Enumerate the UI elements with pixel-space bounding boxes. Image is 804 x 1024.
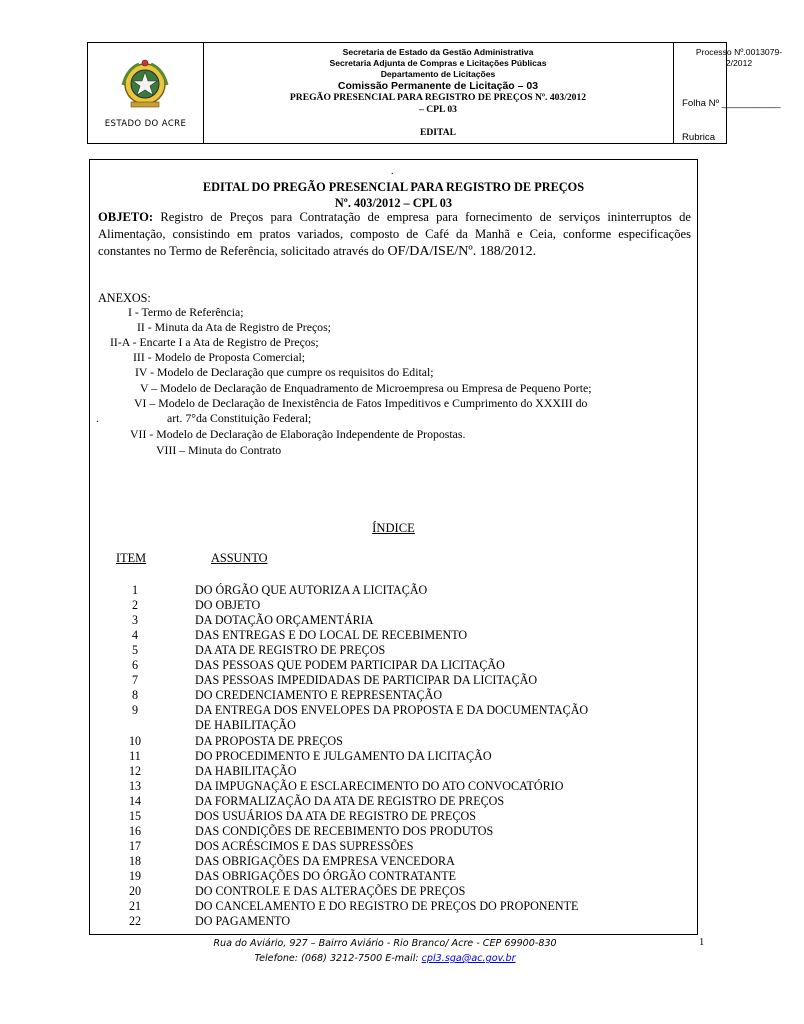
index-item-subject: DA HABILITAÇÃO [195, 763, 297, 778]
index-item-subject: DAS OBRIGAÇÕES DO ÓRGÃO CONTRATANTE [195, 868, 457, 883]
item-column-heading: ITEM [116, 551, 147, 565]
header-logo-cell [88, 43, 204, 143]
index-item-subject: DA IMPUGNAÇÃO E ESCLARECIMENTO DO ATO CONVOCATÓRIO [195, 778, 564, 793]
index-row [90, 914, 699, 929]
index-row [90, 613, 699, 628]
index-item-number: 10 [128, 733, 142, 748]
index-item-number: 17 [128, 838, 142, 853]
footer-address: Rua do Aviário, 927 – Bairro Aviário - Rio Branco/ Acre - CEP 69900-830 [213, 938, 557, 949]
index-row [90, 749, 699, 764]
anexo-item: III - Modelo de Proposta Comercial; [133, 350, 305, 364]
index-item-subject: DOS ACRÉSCIMOS E DAS SUPRESSÕES [195, 838, 414, 853]
anexo-item: II-A - Encarte I a Ata de Registro de Preços; [110, 335, 319, 349]
header-title-cell [203, 43, 674, 143]
index-row [90, 673, 699, 688]
index-item-number: 13 [128, 778, 142, 793]
folha-field: Folha Nº ___________ [682, 98, 781, 109]
index-row [90, 688, 699, 703]
index-row [90, 628, 699, 643]
index-row [90, 718, 699, 733]
process-number-line1: Processo Nº.0013079- [695, 47, 783, 57]
index-item-subject: DA DOTAÇÃO ORÇAMENTÁRIA [195, 613, 374, 628]
index-item-number: 3 [131, 613, 139, 628]
anexo-item: V – Modelo de Declaração de Enquadramento de Microempresa ou Empresa de Pequeno Porte; [140, 381, 592, 395]
header-edital-label: EDITAL [419, 127, 457, 138]
index-row [90, 809, 699, 824]
index-row [90, 794, 699, 809]
state-label: ESTADO DO ACRE [104, 119, 187, 129]
index-item-number: 8 [131, 688, 139, 703]
index-item-subject: DA ENTREGA DOS ENVELOPES DA PROPOSTA E DA DOCUMENTAÇÃO [195, 703, 589, 718]
page-number: 1 [699, 937, 705, 948]
footer-email-link[interactable]: cpl3.sga@ac.gov.br [421, 953, 516, 964]
index-item-number: 11 [129, 748, 141, 763]
header-line-secretaria-adjunta: Secretaria Adjunta de Compras e Licitações Públicas [329, 58, 547, 68]
index-item-subject: DO OBJETO [195, 598, 261, 613]
rubrica-field: Rubrica [682, 132, 716, 143]
index-item-number: 20 [128, 884, 142, 898]
anexo-item: VII - Modelo de Declaração de Elaboração Independente de Propostas. [130, 427, 466, 441]
index-row [90, 899, 699, 914]
anexo-item: VIII – Minuta do Contrato [156, 443, 282, 457]
anexo-side-dot: . [96, 411, 99, 425]
document-body [89, 159, 698, 935]
process-number [674, 47, 804, 69]
index-item-number: 21 [128, 899, 142, 914]
index-item-subject: DOS USUÁRIOS DA ATA DE REGISTRO DE PREÇOS [195, 808, 476, 823]
index-item-subject: DA ATA DE REGISTRO DE PREÇOS [195, 643, 386, 658]
objeto-label: OBJETO: [98, 210, 154, 224]
objeto-paragraph [98, 209, 691, 260]
index-row [90, 583, 699, 598]
index-item-number: 12 [128, 763, 142, 778]
anexo-item: II - Minuta da Ata de Registro de Preços; [137, 320, 331, 334]
index-item-subject: DAS PESSOAS QUE PODEM PARTICIPAR DA LICITAÇÃO [195, 658, 505, 673]
index-item-number: 19 [128, 868, 142, 883]
index-item-subject: DA FORMALIZAÇÃO DA ATA DE REGISTRO DE PREÇOS [195, 793, 505, 808]
index-item-subject: DO CANCELAMENTO E DO REGISTRO DE PREÇOS DO PROPONENTE [195, 899, 579, 914]
index-item-number: 1 [131, 583, 139, 597]
header-process-cell [674, 43, 783, 143]
anexo-item: VI – Modelo de Declaração de Inexistência de Fatos Impeditivos e Cumprimento do XXXIII do [134, 396, 588, 410]
header-line-secretaria: Secretaria de Estado da Gestão Administrativa [342, 47, 534, 57]
assunto-column-heading: ASSUNTO [211, 551, 268, 565]
index-item-subject: DAS OBRIGAÇÕES DA EMPRESA VENCEDORA [195, 853, 455, 868]
index-item-subject: DO ÓRGÃO QUE AUTORIZA A LICITAÇÃO [195, 583, 428, 597]
index-item-subject: DO PROCEDIMENTO E JULGAMENTO DA LICITAÇÃO [195, 748, 492, 763]
index-row [90, 764, 699, 779]
footer-contact [0, 953, 770, 964]
state-coat-of-arms-icon [117, 55, 173, 111]
objeto-text: Registro de Preços para Contratação de empresa para fornecimento de serviços ininterruptos de Alimentação, consistindo em pratos variados, composto de Café da Manhã e Ceia, conforme especificações constantes no Termo de Referência, solicitado através do [98, 210, 691, 258]
index-item-subject: DO CONTROLE E DAS ALTERAÇÕES DE PREÇOS [195, 884, 466, 898]
index-row [90, 839, 699, 854]
anexo-item: IV - Modelo de Declaração que cumpre os requisitos do Edital; [135, 365, 434, 379]
edital-number: Nº. 403/2012 – CPL 03 [334, 196, 453, 210]
index-row [90, 779, 699, 794]
index-item-subject: DA PROPOSTA DE PREÇOS [195, 733, 343, 748]
index-item-number: 4 [131, 628, 139, 643]
index-item-number: 9 [131, 703, 139, 718]
header-line-comissao: Comissão Permanente de Licitação – 03 [337, 80, 539, 92]
header-line-departamento: Departamento de Licitações [380, 69, 496, 79]
anexos-heading: ANEXOS: [98, 291, 151, 305]
index-item-number: 18 [128, 853, 142, 868]
index-row [90, 658, 699, 673]
footer-phone: Telefone: (068) 3212-7500 E-mail: [254, 953, 422, 964]
index-row [90, 824, 699, 839]
index-item-number: 22 [128, 914, 142, 929]
edital-title: EDITAL DO PREGÃO PRESENCIAL PARA REGISTRO DE PREÇOS [202, 180, 585, 194]
index-item-number: 2 [131, 598, 139, 613]
index-item-number: 5 [131, 643, 139, 658]
objeto-reference: OF/DA/ISE/Nº. 188/2012. [387, 244, 537, 259]
index-item-number: 15 [128, 808, 142, 823]
index-row [90, 884, 699, 899]
header-line-pregao: PREGÃO PRESENCIAL PARA REGISTRO DE PREÇOS Nº. 403/2012 [289, 92, 587, 103]
index-row [90, 854, 699, 869]
index-item-subject: DO CREDENCIAMENTO E REPRESENTAÇÃO [195, 688, 443, 703]
index-item-subject: DAS CONDIÇÕES DE RECEBIMENTO DOS PRODUTOS [195, 823, 494, 838]
process-number-line2: 2/2012 [725, 58, 753, 68]
index-item-number: 6 [131, 658, 139, 673]
top-dot: . [391, 166, 394, 177]
index-row [90, 703, 699, 718]
index-row [90, 869, 699, 884]
index-row [90, 598, 699, 613]
index-item-subject: DE HABILITAÇÃO [195, 718, 296, 733]
index-item-subject: DAS PESSOAS IMPEDIDADAS DE PARTICIPAR DA LICITAÇÃO [195, 673, 538, 688]
header-line-cpl: – CPL 03 [419, 104, 457, 115]
index-item-number: 14 [128, 793, 142, 808]
index-row [90, 734, 699, 749]
anexo-item: I - Termo de Referência; [128, 305, 244, 319]
index-item-subject: DAS ENTREGAS E DO LOCAL DE RECEBIMENTO [195, 628, 468, 643]
indice-heading: ÍNDICE [372, 521, 415, 535]
document-header [87, 42, 783, 144]
index-item-number: 7 [131, 673, 139, 688]
index-item-number: 16 [128, 823, 142, 838]
anexo-item-continuation: art. 7°da Constituição Federal; [167, 411, 312, 425]
index-item-subject: DO PAGAMENTO [195, 914, 291, 929]
index-row [90, 643, 699, 658]
